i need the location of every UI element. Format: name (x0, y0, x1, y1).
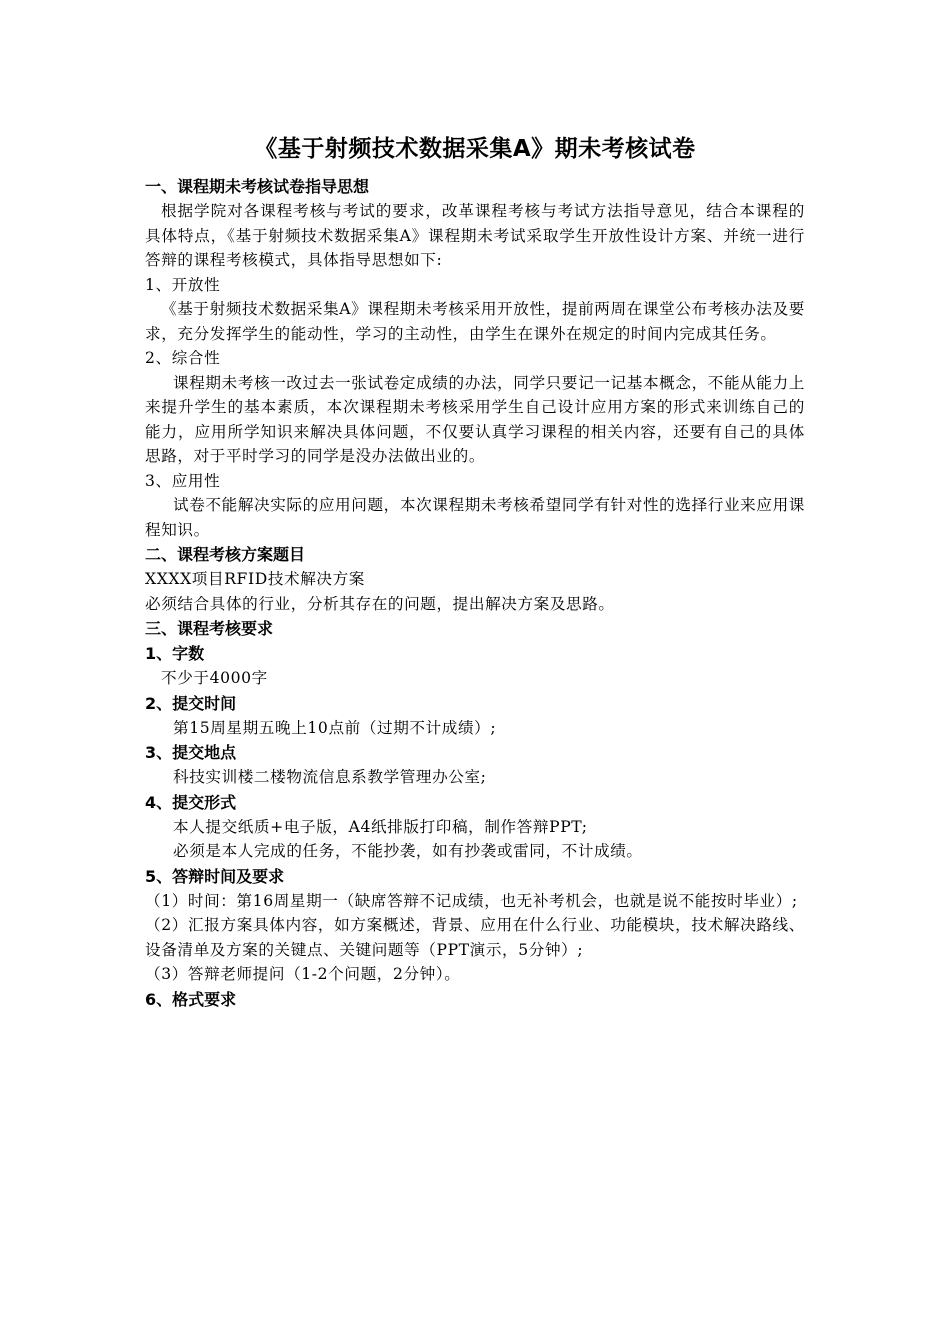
req5-label: 5、答辩时间及要求 (145, 866, 285, 886)
item2-label: 2、综合性 (145, 349, 221, 367)
req2-label: 2、提交时间 (145, 693, 237, 713)
req5-text-2: （2）汇报方案具体内容，如方案概述，背景、应用在什么行业、功能模块，技术解决路线、设备清单及方案的关键点、关键问题等（PPT演示，5分钟）; (145, 916, 805, 959)
req2-text: 第15周星期五晚上10点前（过期不计成绩）; (173, 718, 497, 737)
item1-text: 《基于射频技术数据采集A》课程期未考核采用开放性，提前两周在课堂公布考核办法及要求，充分发挥学生的能动性，学习的主动性，由学生在课外在规定的时间内完成其任务。 (145, 300, 805, 343)
req1-text: 不少于4000字 (161, 669, 268, 687)
req1-label: 1、字数 (145, 644, 205, 663)
req4-text-2: 必须是本人完成的任务，不能抄袭，如有抄袭或雷同，不计成绩。 (173, 842, 643, 860)
req5-text-1: （1）时间：第16周星期一（缺席答辩不记成绩，也无补考机会，也就是说不能按时毕业）; (145, 891, 798, 910)
req3-label: 3、提交地点 (145, 743, 237, 762)
section1-heading: 一、课程期未考核试卷指导思想 (145, 177, 370, 196)
section2-note: 必须结合具体的行业，分析其存在的问题，提出解决方案及思路。 (145, 594, 615, 613)
exam-document (145, 132, 805, 1012)
section2-heading: 二、课程考核方案题目 (145, 545, 306, 564)
section3-heading: 三、课程考核要求 (145, 619, 274, 638)
item3-label: 3、应用性 (145, 471, 221, 490)
req4-text-1: 本人提交纸质+电子版，A4纸排版打印稿，制作答辩PPT; (173, 817, 588, 836)
req6-label: 6、格式要求 (145, 989, 237, 1009)
section1-intro: 根据学院对各课程考核与考试的要求，改革课程考核与考试方法指导意见，结合本课程的具体特点，《基于射频技术数据采集A》课程期未考试采取学生开放性设计方案、并统一进行答辩的课程考核模式，具体指导思想如下: (145, 202, 805, 269)
item2-text: 课程期未考核一改过去一张试卷定成绩的办法，同学只要记一记基本概念，不能从能力上来提升学生的基本素质，本次课程期未考核采用学生自己设计应用方案的形式来训练自己的能力，应用所学知识来解决具体问题，不仅要认真学习课程的相关内容，还要有自己的具体思路，对于平时学习的同学是没办法做出业的。 (145, 373, 805, 465)
section2-topic: XXXX项目RFID技术解决方案 (145, 570, 365, 588)
item1-label: 1、开放性 (145, 275, 221, 294)
req5-text-3: （3）答辩老师提问（1-2个问题，2分钟）。 (145, 965, 461, 983)
req3-text: 科技实训楼二楼物流信息系教学管理办公室; (173, 768, 487, 786)
document-title: 《基于射频技术数据采集A》期未考核试卷 (254, 136, 696, 162)
item3-text: 试卷不能解决实际的应用问题，本次课程期未考核希望同学有针对性的选择行业来应用课程知识。 (145, 496, 805, 539)
req4-label: 4、提交形式 (145, 792, 237, 812)
